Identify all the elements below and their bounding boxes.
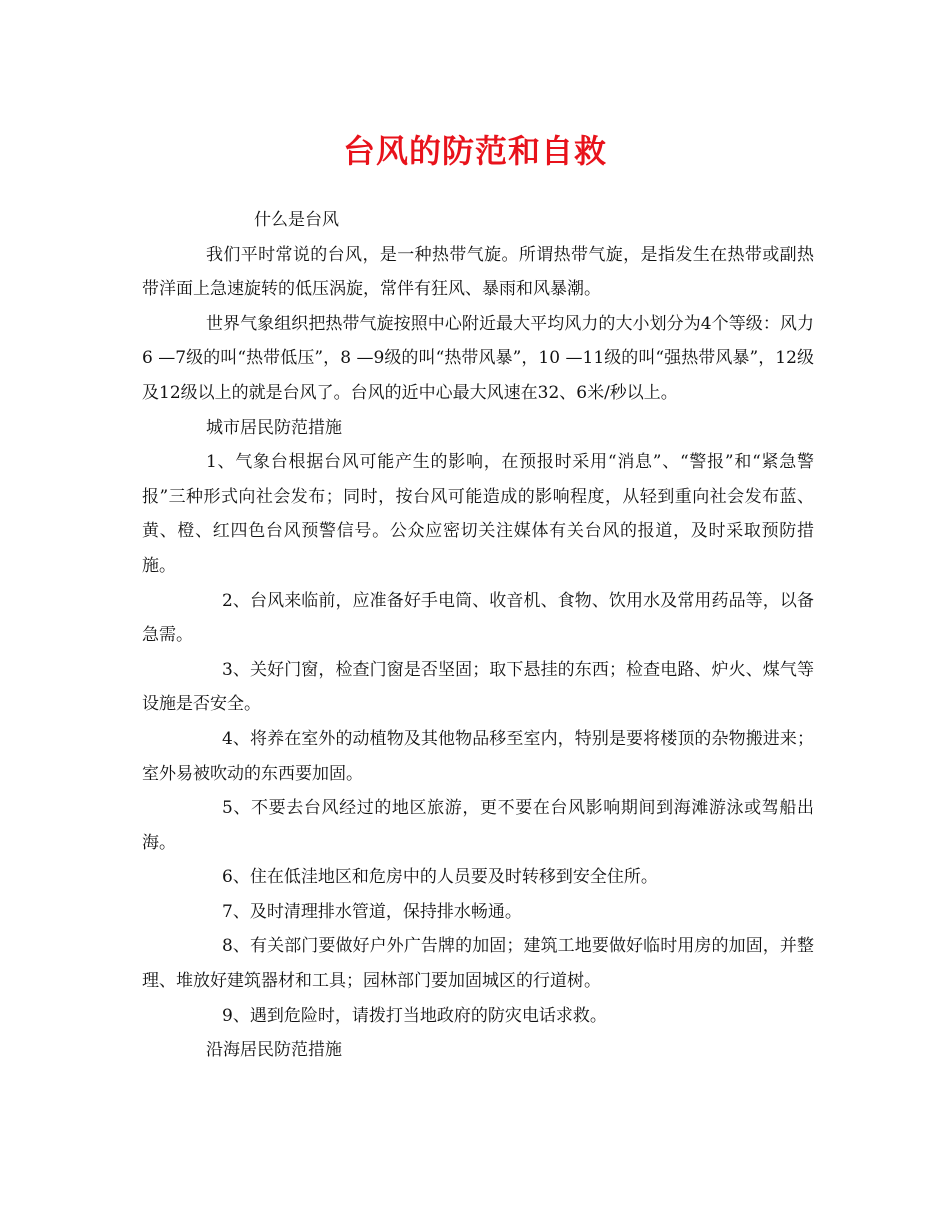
list-item-city-5: 5、不要去台风经过的地区旅游，更不要在台风影响期间到海滩游泳或驾船出海。 bbox=[142, 798, 814, 853]
section-heading-coastal-measures: 沿海居民防范措施 bbox=[206, 1040, 342, 1061]
list-item-city-1: 1、气象台根据台风可能产生的影响，在预报时采用“消息”、“警报”和“紧急警报”三种形式向社会发布；同时，按台风可能造成的影响程度，从轻到重向社会发布蓝、黄、橙、红四色台风预警信号。公众应密切关注媒体有关台风的报道，及时采取预防措施。 bbox=[142, 452, 814, 576]
document-body bbox=[142, 203, 814, 1068]
paragraph-typhoon-definition: 我们平时常说的台风，是一种热带气旋。所谓热带气旋，是指发生在热带或副热带洋面上急速旋转的低压涡旋，常伴有狂风、暴雨和风暴潮。 bbox=[142, 244, 814, 300]
paragraph-cyclone-classification: 世界气象组织把热带气旋按照中心附近最大平均风力的大小划分为4个等级：风力6 —7级的叫“热带低压”，8 —9级的叫“热带风暴”，10 —11级的叫“强热带风暴”，12级及12级以上的就是台风了。台风的近中心最大风速在32、6米/秒以上。 bbox=[142, 313, 814, 403]
section-heading-what-is-typhoon: 什么是台风 bbox=[254, 210, 339, 230]
section-heading-city-measures: 城市居民防范措施 bbox=[206, 417, 342, 438]
list-item-city-3: 3、关好门窗，检查门窗是否坚固；取下悬挂的东西；检查电路、炉火、煤气等设施是否安全。 bbox=[142, 659, 814, 715]
list-item-city-2: 2、台风来临前，应准备好手电筒、收音机、食物、饮用水及常用药品等，以备急需。 bbox=[142, 590, 814, 646]
list-item-city-4: 4、将养在室外的动植物及其他物品移至室内，特别是要将楼顶的杂物搬进来；室外易被吹动的东西要加固。 bbox=[142, 728, 814, 784]
document-title: 台风的防范和自救 bbox=[342, 132, 607, 170]
list-item-city-7: 7、及时清理排水管道，保持排水畅通。 bbox=[222, 901, 522, 922]
list-item-city-9: 9、遇到危险时，请拨打当地政府的防灾电话求救。 bbox=[222, 1005, 607, 1026]
list-item-city-8: 8、有关部门要做好户外广告牌的加固；建筑工地要做好临时用房的加固，并整理、堆放好建筑器材和工具；园林部门要加固城区的行道树。 bbox=[142, 936, 814, 992]
list-item-city-6: 6、住在低洼地区和危房中的人员要及时转移到安全住所。 bbox=[222, 867, 658, 888]
